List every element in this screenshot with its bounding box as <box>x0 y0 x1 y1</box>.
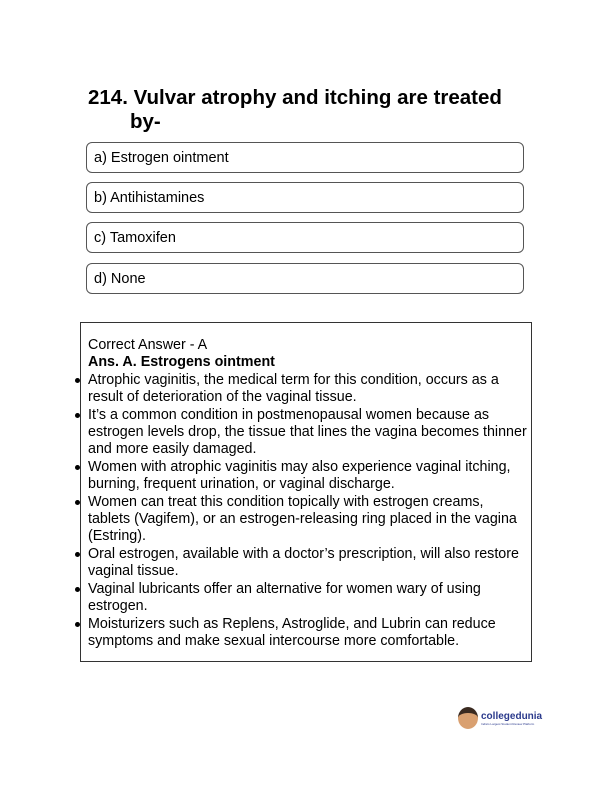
option-a[interactable]: a) Estrogen ointment <box>86 142 524 173</box>
option-c[interactable]: c) Tamoxifen <box>86 222 524 253</box>
list-item: Oral estrogen, available with a doctor’s prescription, will also restore vaginal tissue. <box>88 546 528 581</box>
question-line-1: 214. Vulvar atrophy and itching are treated <box>88 86 502 109</box>
logo-tagline: India's Largest Student Review Platform <box>481 721 535 726</box>
list-item: Women can treat this condition topically with estrogen creams, tablets (Vagifem), or an estrogen-releasing ring placed in the vagina (Estring). <box>88 494 528 546</box>
option-d[interactable]: d) None <box>86 263 524 294</box>
explanation-list <box>88 372 528 651</box>
list-item: Atrophic vaginitis, the medical term for this condition, occurs as a result of deterioration of the vaginal tissue. <box>88 372 528 407</box>
option-b[interactable]: b) Antihistamines <box>86 182 524 213</box>
list-item: It’s a common condition in postmenopausal women because as estrogen levels drop, the tissue that lines the vagina becomes thinner and more easily damaged. <box>88 406 527 458</box>
question-title <box>88 86 502 134</box>
answer-text <box>88 337 528 650</box>
list-item: Vaginal lubricants offer an alternative for women wary of using estrogen. <box>88 581 528 616</box>
correct-answer: Correct Answer - A <box>88 337 208 353</box>
question-line-2: by- <box>130 110 161 133</box>
mascot-icon <box>458 707 478 729</box>
collegedunia-logo <box>458 707 542 729</box>
logo-name: collegedunia <box>481 710 543 722</box>
answer-heading: Ans. A. Estrogens ointment <box>88 354 275 371</box>
list-item: Women with atrophic vaginitis may also experience vaginal itching, burning, frequent urination, or vaginal discharge. <box>88 459 528 494</box>
list-item: Moisturizers such as Replens, Astroglide, and Lubrin can reduce symptoms and make sexual intercourse more comfortable. <box>88 616 528 651</box>
